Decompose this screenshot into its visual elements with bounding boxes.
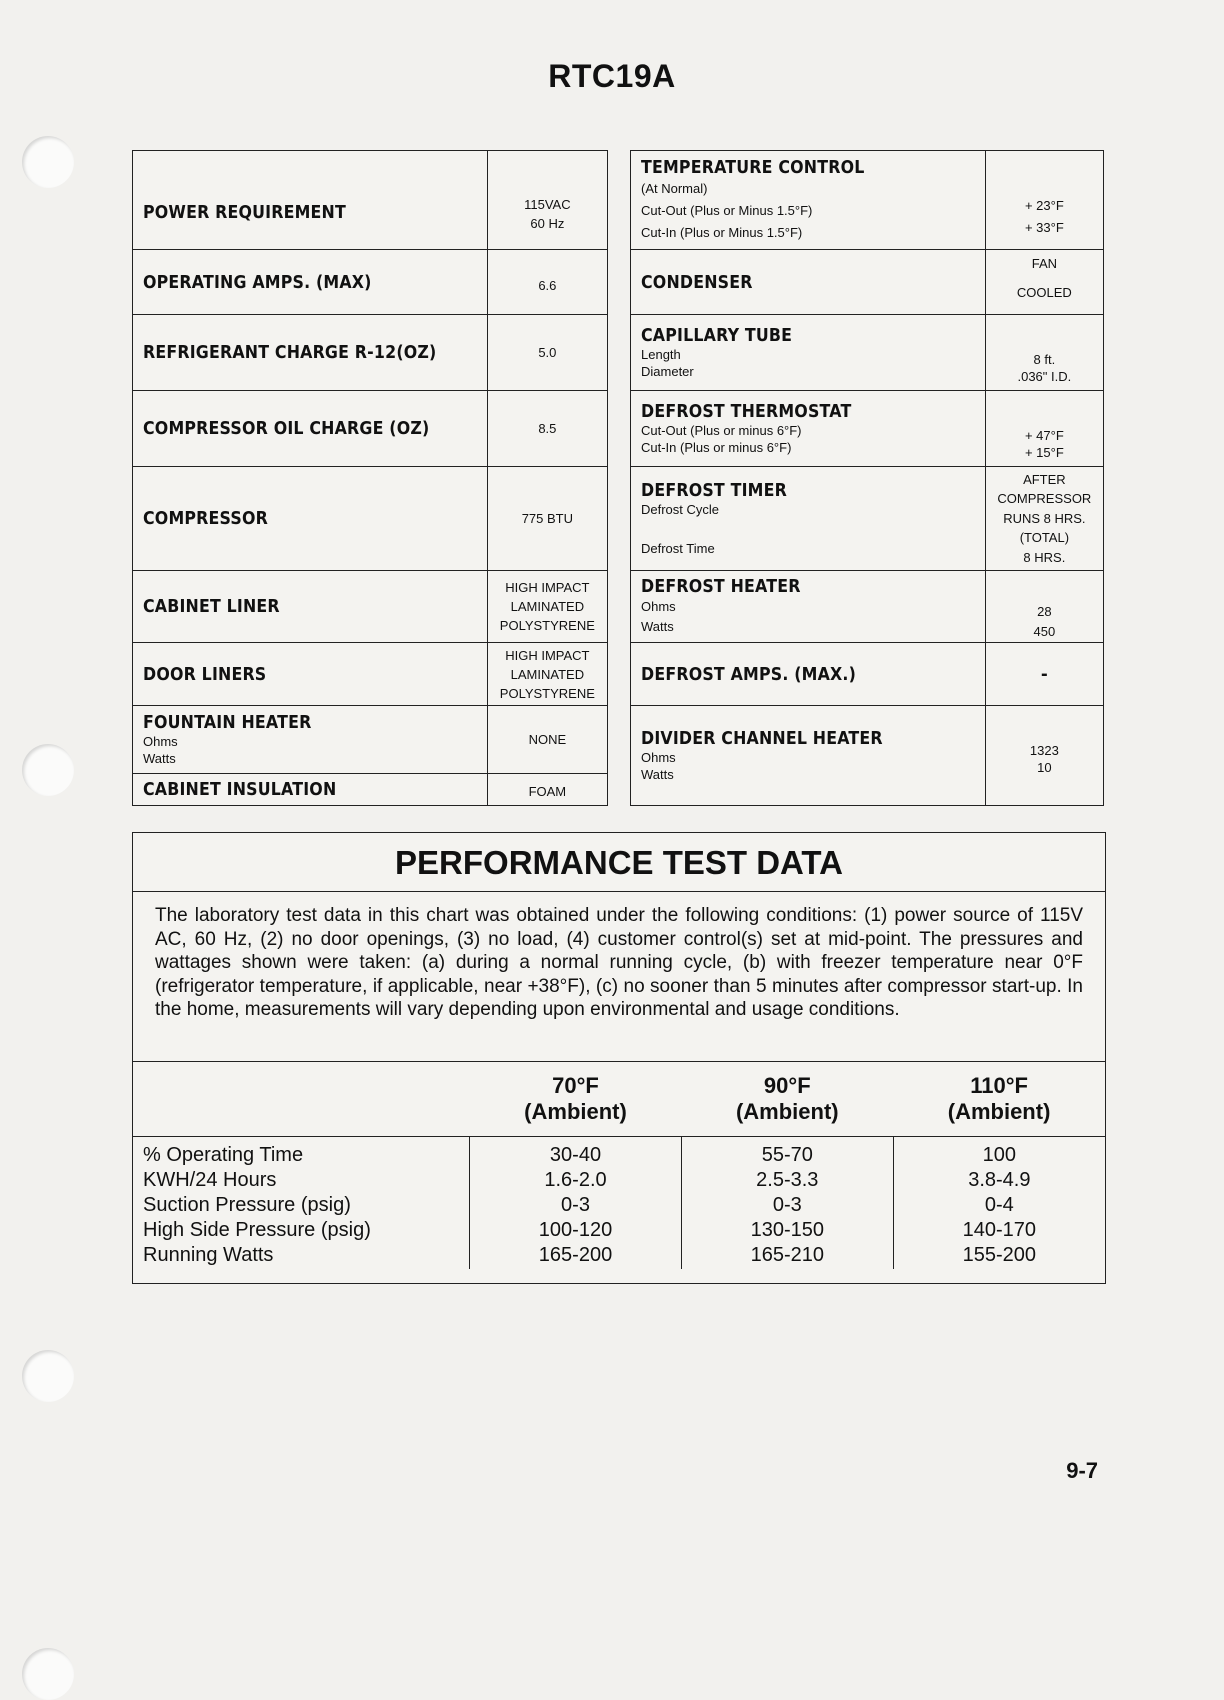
- spec-value: 28: [1037, 603, 1052, 619]
- binder-hole: [22, 136, 74, 188]
- cell-value: 165-210: [750, 1244, 824, 1266]
- row-label: High Side Pressure (psig): [143, 1219, 371, 1241]
- spec-value: + 33°F: [1024, 220, 1064, 235]
- spec-label: CONDENSER: [641, 271, 753, 293]
- cell-value: 155-200: [962, 1244, 1037, 1266]
- spec-sublabel: Defrost Time: [641, 541, 715, 556]
- column-temp: 90°F: [763, 1073, 811, 1098]
- spec-label: FOUNTAIN HEATER: [143, 712, 312, 733]
- spec-value: 8.5: [538, 421, 557, 436]
- spec-value: NONE: [528, 732, 567, 747]
- cell-value: 0-3: [772, 1194, 802, 1216]
- column-temp: 70°F: [552, 1073, 599, 1098]
- page-title: RTC19A: [548, 58, 676, 94]
- spec-sublabel: Cut-Out (Plus or Minus 1.5°F): [641, 202, 813, 218]
- column-header: [893, 1062, 1105, 1137]
- performance-body: [133, 1137, 1105, 1270]
- performance-test-section: [132, 832, 1106, 1284]
- cell-value: 2.5-3.3: [756, 1169, 819, 1191]
- column-note: (Ambient): [735, 1099, 839, 1124]
- spec-row: [631, 467, 1104, 571]
- spec-row: [133, 315, 608, 391]
- spec-sublabel: Watts: [641, 619, 674, 634]
- column-note: (Ambient): [947, 1099, 1051, 1124]
- cell-value: 3.8-4.9: [968, 1169, 1031, 1191]
- column-header: [470, 1062, 682, 1137]
- spec-value: COMPRESSOR: [997, 491, 1092, 507]
- spec-label: TEMPERATURE CONTROL: [641, 156, 865, 178]
- spec-row: [631, 315, 1104, 391]
- cell-value: 100-120: [538, 1219, 613, 1241]
- section-title: PERFORMANCE TEST DATA: [133, 833, 1105, 892]
- spec-value: (TOTAL): [1019, 530, 1070, 546]
- binder-hole: [22, 1350, 74, 1402]
- spec-sublabel: Cut-In (Plus or Minus 1.5°F): [641, 224, 803, 240]
- spec-sublabel: Ohms: [143, 734, 178, 749]
- spec-label: CABINET LINER: [143, 596, 280, 617]
- row-label: KWH/24 Hours: [143, 1169, 277, 1191]
- spec-label: DOOR LINERS: [143, 663, 267, 685]
- cell-value: 0-4: [984, 1194, 1014, 1216]
- spec-row: [631, 151, 1104, 250]
- spec-value: LAMINATED: [510, 666, 585, 682]
- cell-value: 100: [982, 1144, 1017, 1166]
- cell-value: 0-3: [561, 1194, 590, 1216]
- spec-row: [133, 643, 608, 706]
- spec-label: CABINET INSULATION: [143, 779, 337, 800]
- spec-value: 8 HRS.: [1023, 549, 1066, 565]
- spec-value: AFTER: [1023, 471, 1066, 487]
- spec-sublabel: Ohms: [641, 750, 676, 765]
- spec-value: 6.6: [538, 277, 557, 293]
- cell-value: 130-150: [750, 1219, 824, 1241]
- spec-value: 450: [1033, 623, 1056, 639]
- column-note: (Ambient): [524, 1099, 627, 1124]
- spec-sublabel: Watts: [143, 751, 176, 766]
- spec-row: [631, 391, 1104, 467]
- spec-value: POLYSTYRENE: [499, 685, 595, 701]
- spec-value: 8 ft.: [1033, 351, 1056, 367]
- row-label: Suction Pressure (psig): [143, 1194, 351, 1216]
- spec-sublabel: (At Normal): [641, 180, 708, 196]
- spec-label: CAPILLARY TUBE: [641, 325, 793, 346]
- spec-label: DEFROST THERMOSTAT: [641, 401, 852, 422]
- spec-sublabel: Defrost Cycle: [641, 502, 720, 517]
- cell-value: 55-70: [761, 1144, 813, 1166]
- spec-value: POLYSTYRENE: [499, 618, 595, 633]
- spec-sublabel: Diameter: [641, 364, 694, 379]
- row-label: % Operating Time: [143, 1144, 304, 1166]
- spec-label: REFRIGERANT CHARGE R-12(OZ): [143, 342, 437, 363]
- spec-row: [631, 643, 1104, 706]
- spec-value: + 23°F: [1024, 198, 1064, 213]
- spec-value: HIGH IMPACT: [505, 647, 590, 663]
- page-number: 9-7: [1066, 1458, 1098, 1483]
- spec-label: POWER REQUIREMENT: [143, 201, 346, 223]
- spec-row: [133, 250, 608, 315]
- spec-row: [133, 467, 608, 571]
- spec-label: DIVIDER CHANNEL HEATER: [641, 728, 883, 749]
- spec-value: FAN: [1031, 256, 1058, 271]
- spec-label: OPERATING AMPS. (MAX): [143, 271, 372, 293]
- spec-value: 115VAC: [524, 197, 571, 212]
- cell-value: 140-170: [962, 1219, 1037, 1241]
- spec-row: [133, 774, 608, 806]
- spec-value: LAMINATED: [510, 599, 585, 614]
- spec-row: [133, 706, 608, 774]
- spec-sublabel: Length: [641, 347, 681, 362]
- spec-row: [133, 571, 608, 643]
- spec-label: DEFROST HEATER: [641, 576, 801, 597]
- spec-sublabel: Cut-Out (Plus or minus 6°F): [641, 423, 802, 438]
- test-conditions-text: The laboratory test data in this chart was obtained under the following conditions: (1) power source of 115V AC, 60 Hz, (2) no door openings, (3) no load, (4) customer control(s) set at mid-point. The pressures and wattages shown were taken: (a) during a normal running cycle, (b) with freezer temperature near 0°F (refrigerator temperature, if applicable, near +38°F), (c) no sooner than 5 minutes after compressor start-up. In the home, measurements will vary depending upon environmental and usage conditions.: [133, 892, 1105, 1062]
- spec-label: DEFROST TIMER: [641, 480, 787, 501]
- spec-value: 5.0: [538, 345, 557, 360]
- spec-sublabel: Cut-In (Plus or minus 6°F): [641, 440, 792, 455]
- right-spec-table: [630, 150, 1104, 806]
- spec-value: 60 Hz: [530, 216, 565, 231]
- spec-value: 775 BTU: [521, 511, 574, 526]
- spec-value: .036" I.D.: [1017, 368, 1072, 384]
- spec-value: -: [1041, 662, 1048, 685]
- spec-row: [133, 151, 608, 250]
- spec-row: [631, 571, 1104, 643]
- spec-label: COMPRESSOR OIL CHARGE (OZ): [143, 418, 430, 439]
- spec-value: RUNS 8 HRS.: [1003, 510, 1086, 526]
- binder-hole: [22, 744, 74, 796]
- spec-value: + 47°F: [1024, 427, 1064, 443]
- spec-value: + 15°F: [1024, 444, 1064, 460]
- column-temp: 110°F: [970, 1073, 1028, 1098]
- spec-value: HIGH IMPACT: [505, 580, 590, 595]
- cell-value: 1.6-2.0: [544, 1169, 607, 1191]
- header-blank: [133, 1062, 470, 1137]
- row-label: Running Watts: [143, 1244, 274, 1266]
- spec-value: 10: [1037, 759, 1052, 775]
- spec-value: COOLED: [1016, 285, 1072, 300]
- spec-label: DEFROST AMPS. (MAX.): [641, 663, 857, 685]
- spec-value: FOAM: [528, 784, 567, 799]
- spec-sublabel: Watts: [641, 767, 674, 782]
- performance-table: [133, 1062, 1105, 1269]
- performance-header-row: [133, 1062, 1105, 1137]
- cell-value: 30-40: [549, 1144, 602, 1166]
- left-spec-table: [132, 150, 608, 806]
- cell-value: 165-200: [538, 1244, 613, 1266]
- column-header: [681, 1062, 893, 1137]
- spec-row: [133, 391, 608, 467]
- spec-label: COMPRESSOR: [143, 508, 269, 529]
- spec-sublabel: Ohms: [641, 599, 676, 614]
- spec-row: [631, 250, 1104, 315]
- spec-value: 1323: [1029, 742, 1059, 758]
- spec-row: [631, 706, 1104, 806]
